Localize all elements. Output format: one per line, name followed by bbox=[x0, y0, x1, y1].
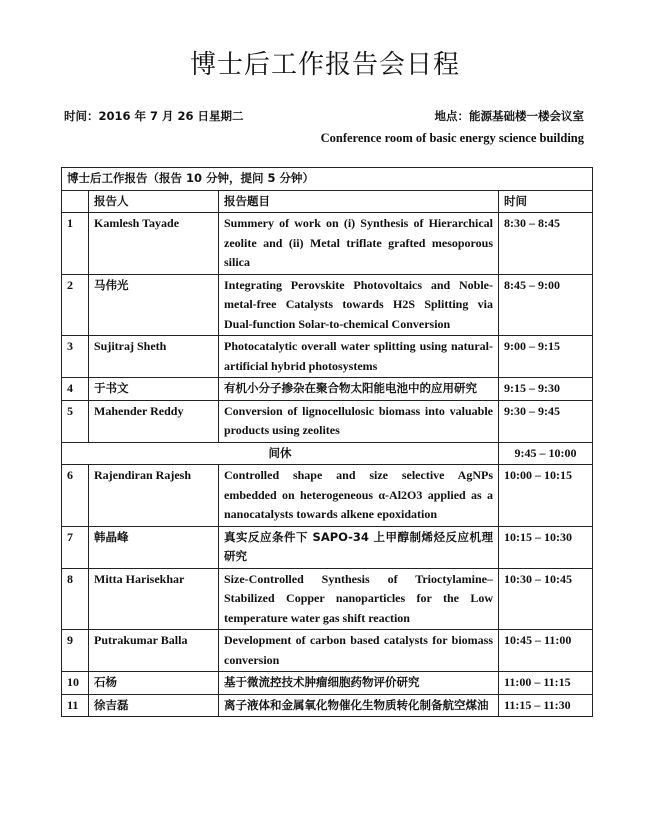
report-topic: Integrating Perovskite Photovoltaics and Noble-metal-free Catalysts towards H2S Splitting via Dual-function Solar-to-chemical Conversion bbox=[219, 274, 499, 336]
report-topic: Conversion of lignocellulosic biomass into valuable products using zeolites bbox=[219, 400, 499, 442]
header-no bbox=[62, 190, 89, 213]
row-number: 11 bbox=[62, 694, 89, 717]
report-topic: Controlled shape and size selective AgNPs embedded on heterogeneous α-Al2O3 applied as a nanocatalysts towards alkene epoxidation bbox=[219, 465, 499, 527]
table-row bbox=[62, 400, 593, 442]
break-time: 9:45 – 10:00 bbox=[499, 442, 593, 465]
speaker-name: 韩晶峰 bbox=[89, 526, 219, 568]
header-speaker: 报告人 bbox=[89, 190, 219, 213]
time-slot: 9:00 – 9:15 bbox=[499, 336, 593, 378]
location-line: 地点：能源基础楼一楼会议室 bbox=[434, 109, 584, 123]
row-number: 5 bbox=[62, 400, 89, 442]
time-slot: 10:30 – 10:45 bbox=[499, 568, 593, 630]
row-number: 10 bbox=[62, 672, 89, 695]
date-line: 时间：2016 年 7 月 26 日星期二 bbox=[64, 109, 244, 123]
table-row bbox=[62, 694, 593, 717]
speaker-name: Putrakumar Balla bbox=[89, 630, 219, 672]
speaker-name: Kamlesh Tayade bbox=[89, 213, 219, 275]
table-row bbox=[62, 465, 593, 527]
time-slot: 8:30 – 8:45 bbox=[499, 213, 593, 275]
speaker-name: Mahender Reddy bbox=[89, 400, 219, 442]
time-slot: 10:00 – 10:15 bbox=[499, 465, 593, 527]
row-number: 7 bbox=[62, 526, 89, 568]
speaker-name: Sujitraj Sheth bbox=[89, 336, 219, 378]
section-title: 博士后工作报告（报告 10 分钟，提问 5 分钟） bbox=[62, 168, 593, 191]
section-title-row bbox=[62, 168, 593, 191]
report-topic: 基于微流控技术肿瘤细胞药物评价研究 bbox=[219, 672, 499, 695]
table-row bbox=[62, 630, 593, 672]
row-number: 8 bbox=[62, 568, 89, 630]
page-title: 博士后工作报告会日程 bbox=[189, 50, 460, 80]
table-row bbox=[62, 378, 593, 401]
speaker-name: 石杨 bbox=[89, 672, 219, 695]
report-topic: Summery of work on (i) Synthesis of Hierarchical zeolite and (ii) Metal triflate grafted mesoporous silica bbox=[219, 213, 499, 275]
header-row bbox=[62, 190, 593, 213]
speaker-name: 徐吉磊 bbox=[89, 694, 219, 717]
table-row bbox=[62, 274, 593, 336]
report-topic: 有机小分子掺杂在聚合物太阳能电池中的应用研究 bbox=[219, 378, 499, 401]
speaker-name: 于书文 bbox=[89, 378, 219, 401]
header-topic: 报告题目 bbox=[219, 190, 499, 213]
row-number: 3 bbox=[62, 336, 89, 378]
time-slot: 10:45 – 11:00 bbox=[499, 630, 593, 672]
time-slot: 11:00 – 11:15 bbox=[499, 672, 593, 695]
time-slot: 11:15 – 11:30 bbox=[499, 694, 593, 717]
row-number: 9 bbox=[62, 630, 89, 672]
table-row bbox=[62, 213, 593, 275]
report-topic: Development of carbon based catalysts for biomass conversion bbox=[219, 630, 499, 672]
table-row bbox=[62, 672, 593, 695]
report-topic: 离子液体和金属氧化物催化生物质转化制备航空煤油 bbox=[219, 694, 499, 717]
row-number: 4 bbox=[62, 378, 89, 401]
row-number: 1 bbox=[62, 213, 89, 275]
row-number: 2 bbox=[62, 274, 89, 336]
speaker-name: Rajendiran Rajesh bbox=[89, 465, 219, 527]
report-topic: Photocatalytic overall water splitting using natural-artificial hybrid photosystems bbox=[219, 336, 499, 378]
time-slot: 8:45 – 9:00 bbox=[499, 274, 593, 336]
report-topic: 真实反应条件下 SAPO-34 上甲醇制烯烃反应机理研究 bbox=[219, 526, 499, 568]
time-slot: 10:15 – 10:30 bbox=[499, 526, 593, 568]
header-time: 时间 bbox=[499, 190, 593, 213]
break-row bbox=[62, 442, 593, 465]
table-row bbox=[62, 568, 593, 630]
schedule-table bbox=[61, 167, 593, 717]
time-slot: 9:30 – 9:45 bbox=[499, 400, 593, 442]
table-row bbox=[62, 336, 593, 378]
speaker-name: Mitta Harisekhar bbox=[89, 568, 219, 630]
speaker-name: 马伟光 bbox=[89, 274, 219, 336]
row-number: 6 bbox=[62, 465, 89, 527]
location-english: Conference room of basic energy science building bbox=[320, 131, 584, 145]
table-row bbox=[62, 526, 593, 568]
report-topic: Size-Controlled Synthesis of Trioctylamine–Stabilized Copper nanoparticles for the Low temperature water gas shift reaction bbox=[219, 568, 499, 630]
break-label: 间休 bbox=[62, 442, 499, 465]
time-slot: 9:15 – 9:30 bbox=[499, 378, 593, 401]
